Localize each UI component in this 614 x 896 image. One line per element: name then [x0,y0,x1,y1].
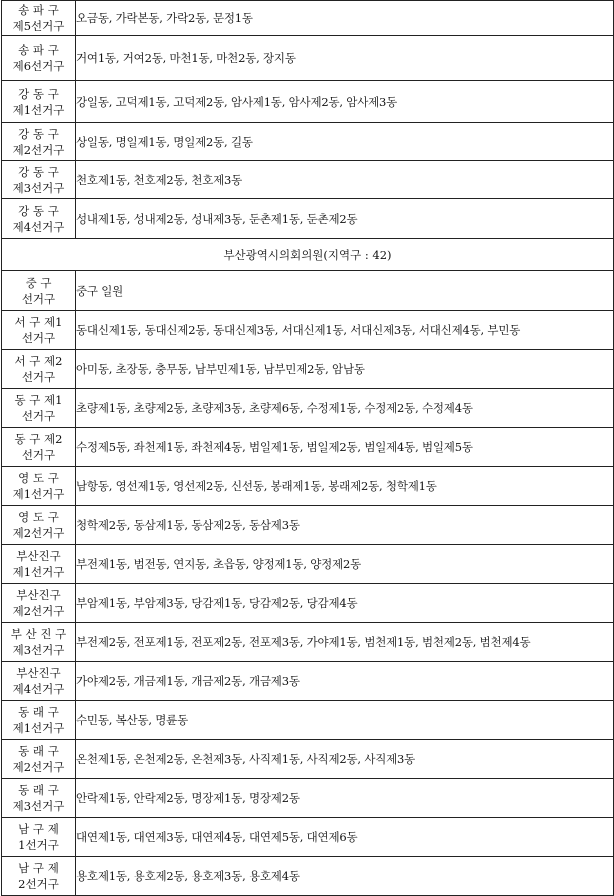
district-number: 제1선거구 [12,565,65,579]
table-row [2,662,614,701]
table-body [2,1,614,896]
district-name: 강 동 구 [18,203,59,218]
district-number: 제3선거구 [12,180,65,195]
table-row [2,36,614,81]
district-cell [2,584,76,623]
dong-list-cell: 청학제2동, 동삼제1동, 동삼제2동, 동삼제3동 [76,506,614,545]
table-row [2,818,614,857]
district-number: 제1선거구 [12,487,65,501]
dong-list-cell: 상일동, 명일제1동, 명일제2동, 길동 [76,123,614,161]
district-number: 제1선거구 [12,102,65,117]
district-number: 제3선거구 [12,643,65,657]
table-row [2,623,614,662]
district-name: 영 도 구 [18,471,59,485]
table-row [2,545,614,584]
district-name: 중 구 [25,275,52,290]
district-cell [2,701,76,740]
district-name: 송 파 구 [18,43,59,57]
district-name: 서 구 제1 [14,315,63,329]
district-cell [2,506,76,545]
district-cell [2,740,76,779]
district-number: 제4선거구 [12,682,65,696]
table-row [2,779,614,818]
table-row [2,123,614,161]
table-row [2,350,614,389]
table-row [2,584,614,623]
electoral-district-table [1,0,614,896]
dong-list-cell: 부전제1동, 범전동, 연지동, 초읍동, 양정제1동, 양정제2동 [76,545,614,584]
document-page [1,0,613,889]
dong-list-cell: 수정제5동, 좌천제1동, 좌천제4동, 범일제1동, 범일제2동, 범일제4동, 범일제5동 [76,428,614,467]
district-cell [2,161,76,199]
district-number: 제1선거구 [12,721,65,735]
district-number: 2선거구 [18,877,59,891]
table-row [2,199,614,239]
district-number: 선거구 [21,409,56,423]
district-number: 제2선거구 [12,142,65,157]
table-row [2,271,614,311]
district-number: 선거구 [21,291,56,306]
table-row [2,311,614,350]
district-name: 영 도 구 [18,510,59,524]
district-name: 강 동 구 [18,86,59,101]
district-number: 선거구 [21,448,56,462]
district-cell [2,1,76,36]
district-name: 부산진구 [16,549,61,563]
section-header: 부산광역시의회의원(지역구 : 42) [2,239,614,271]
district-cell [2,123,76,161]
dong-list-cell: 성내제1동, 성내제2동, 성내제3동, 둔촌제1동, 둔촌제2동 [76,199,614,239]
dong-list-cell: 안락제1동, 안락제2동, 명장제1동, 명장제2동 [76,779,614,818]
district-name: 동 래 구 [18,744,59,758]
table-row [2,701,614,740]
district-cell [2,36,76,81]
district-cell [2,350,76,389]
district-name: 동 구 제2 [14,432,63,446]
table-row [2,740,614,779]
table-row [2,81,614,123]
district-name: 송 파 구 [18,3,59,17]
district-name: 동 래 구 [18,783,59,797]
district-number: 제3선거구 [12,799,65,813]
district-cell [2,81,76,123]
district-cell [2,428,76,467]
district-name: 부산진구 [16,666,61,680]
district-cell [2,389,76,428]
district-cell [2,311,76,350]
dong-list-cell: 오금동, 가락본동, 가락2동, 문정1동 [76,1,614,36]
district-number: 선거구 [21,370,56,384]
district-cell [2,779,76,818]
dong-list-cell: 강일동, 고덕제1동, 고덕제2동, 암사제1동, 암사제2동, 암사제3동 [76,81,614,123]
district-name: 서 구 제2 [14,354,63,368]
district-name: 남 구 제 [18,822,59,836]
district-cell [2,818,76,857]
section-header-row [2,239,614,271]
district-name: 동 래 구 [18,705,59,719]
table-row [2,389,614,428]
district-name: 부산진구 [16,588,61,602]
district-cell [2,623,76,662]
dong-list-cell: 동대신제1동, 동대신제2동, 동대신제3동, 서대신제1동, 서대신제3동, 서대신제4동, 부민동 [76,311,614,350]
table-row [2,428,614,467]
district-number: 1선거구 [18,838,59,852]
district-cell [2,199,76,239]
district-number: 제2선거구 [12,604,65,618]
table-row [2,161,614,199]
district-name: 동 구 제1 [14,393,63,407]
dong-list-cell: 아미동, 초장동, 충무동, 남부민제1동, 남부민제2동, 암남동 [76,350,614,389]
table-row [2,506,614,545]
dong-list-cell: 부전제2동, 전포제1동, 전포제2동, 전포제3동, 가야제1동, 범천제1동, 범천제2동, 범천제4동 [76,623,614,662]
dong-list-cell: 온천제1동, 온천제2동, 온천제3동, 사직제1동, 사직제2동, 사직제3동 [76,740,614,779]
district-number: 제2선거구 [12,526,65,540]
table-row [2,1,614,36]
district-name: 강 동 구 [18,126,59,141]
district-name: 강 동 구 [18,164,59,179]
district-cell [2,545,76,584]
dong-list-cell: 수민동, 복산동, 명륜동 [76,701,614,740]
district-cell [2,271,76,311]
dong-list-cell: 거여1동, 거여2동, 마천1동, 마천2동, 장지동 [76,36,614,81]
district-number: 제6선거구 [12,59,65,73]
district-name: 부 산 진 구 [10,627,67,641]
dong-list-cell: 남항동, 영선제1동, 영선제2동, 신선동, 봉래제1동, 봉래제2동, 청학제1동 [76,467,614,506]
district-cell [2,467,76,506]
dong-list-cell: 중구 일원 [76,271,614,311]
district-number: 제2선거구 [12,760,65,774]
dong-list-cell: 천호제1동, 천호제2동, 천호제3동 [76,161,614,199]
dong-list-cell: 대연제1동, 대연제3동, 대연제4동, 대연제5동, 대연제6동 [76,818,614,857]
dong-list-cell: 가야제2동, 개금제1동, 개금제2동, 개금제3동 [76,662,614,701]
district-number: 선거구 [21,331,56,345]
dong-list-cell: 용호제1동, 용호제2동, 용호제3동, 용호제4동 [76,857,614,896]
district-number: 제4선거구 [12,219,65,234]
district-number: 제5선거구 [12,19,65,33]
table-row [2,467,614,506]
district-cell [2,662,76,701]
dong-list-cell: 초량제1동, 초량제2동, 초량제3동, 초량제6동, 수정제1동, 수정제2동, 수정제4동 [76,389,614,428]
dong-list-cell: 부암제1동, 부암제3동, 당감제1동, 당감제2동, 당감제4동 [76,584,614,623]
district-name: 남 구 제 [18,861,59,875]
